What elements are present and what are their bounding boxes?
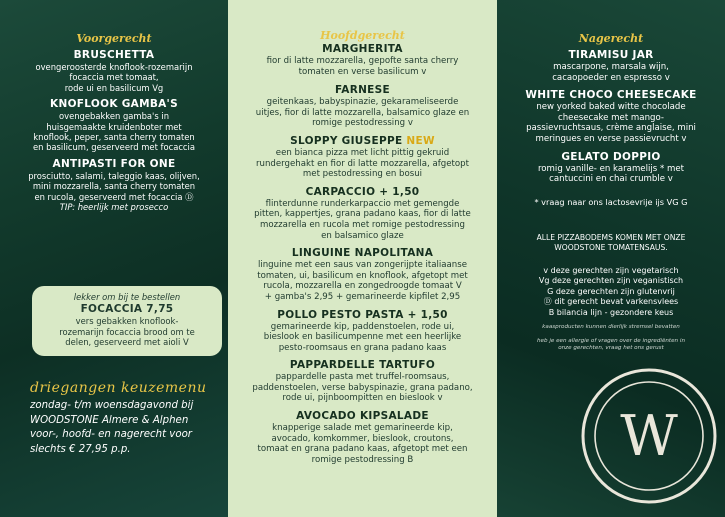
item-desc: en rucola, geserveerd met focaccia Ⓓ (34, 191, 194, 202)
item-desc: geitenkaas, babyspinazie, gekarameliseerde (266, 97, 459, 108)
item-desc: + gamba's 2,95 + gemarineerde kipfilet 2,95 (264, 291, 461, 302)
item-title: WHITE CHOCO CHEESECAKE (525, 89, 697, 102)
note-line: WOODSTONE TOMATENSAUS. (554, 242, 668, 252)
item-title: ANTIPASTI FOR ONE (52, 157, 176, 170)
three-course-line: WOODSTONE Almere & Alphen (30, 414, 189, 426)
menu-item-gelato (497, 151, 725, 185)
item-desc: prosciutto, salami, taleggio kaas, olijven, (28, 170, 200, 181)
item-title: MARGHERITA (322, 43, 403, 55)
item-desc: met pestodressing en bosui (302, 169, 423, 180)
item-title: AVOCADO KIPSALADE (296, 410, 429, 423)
menu-item-cheesecake (497, 89, 725, 144)
item-desc: gemarineerde kip, paddenstoelen, rode ui, (270, 321, 455, 332)
starters-panel (0, 0, 228, 517)
menu-item-gambas (0, 98, 228, 153)
item-desc: passievruchtsaus, crème anglaise, mini (526, 123, 696, 134)
item-title: CARPACCIO + 1,50 (305, 185, 420, 198)
diet-legend (497, 266, 725, 319)
item-desc: mozzarella en rucola met romige pestodressing (260, 219, 465, 230)
legend-line: B bilancia lijn - gezondere keus (548, 307, 674, 317)
mains-panel (228, 0, 497, 517)
item-desc: cacaopoeder en espresso v (552, 72, 670, 83)
item-desc: pappardelle pasta met truffel-roomsaus, (275, 372, 450, 383)
legend-line: G deze gerechten zijn glutenvrij (547, 286, 675, 296)
item-desc: rundergehakt en fior di latte mozzarella, afgetopt (255, 158, 469, 169)
item-desc: flinterdunne runderkarpaccio met gemengde (265, 198, 460, 209)
item-desc: rode ui, pijnboompitten en bieslook v (282, 393, 443, 404)
box-lead: lekker om bij te bestellen (73, 292, 181, 302)
menu-item-avocado-salad (228, 410, 497, 465)
starters-heading: Voorgerecht (76, 32, 152, 45)
item-desc: cantuccini en chai crumble v (549, 174, 673, 185)
item-desc: pesto-roomsaus en grana padano kaas (278, 342, 447, 353)
item-desc: en balsamico glaze (321, 230, 404, 241)
item-desc: avocado, komkommer, bieslook, croutons, (271, 433, 454, 444)
legend-line: Vg deze gerechten zijn veganistisch (538, 276, 684, 286)
desserts-heading: Nagerecht (578, 32, 644, 45)
menu-item-tiramisu (497, 49, 725, 83)
item-desc: mini mozzarella, santa cherry tomaten (32, 181, 196, 192)
three-course-line: zondag- t/m woensdagavond bij (30, 400, 194, 411)
item-desc: pitten, kappertjes, grana padano kaas, fior di latte (254, 209, 471, 220)
item-desc: knoflook, peper, santa cherry tomaten (33, 132, 195, 143)
new-badge: NEW (406, 134, 435, 147)
item-desc: focaccia met tomaat, (69, 72, 159, 83)
three-course-line: voor-, hoofd- en nagerecht voor (30, 429, 192, 440)
item-desc: tomaten en verse basilicum v (298, 66, 427, 77)
menu-item-carpaccio (228, 186, 497, 241)
menu-item-antipasti (0, 158, 228, 213)
legend-line: Ⓓ dit gerecht bevat varkensvlees (543, 297, 679, 307)
item-desc: paddenstoelen, verse babyspinazie, grana padano, (252, 382, 473, 393)
item-desc: ovengeroosterde knoflook-rozemarijn (35, 62, 193, 72)
allergy-line: onze gerechten, vraag het ons gerust (558, 345, 664, 352)
item-title-text: SLOPPY GIUSEPPE (290, 134, 403, 147)
item-desc: romige pestodressing B (311, 454, 414, 465)
item-desc: knapperige salade met gemarineerde kip, (272, 423, 453, 434)
three-course-title: driegangen keuzemenu (30, 380, 207, 396)
item-title: LINGUINE NAPOLITANA (291, 247, 434, 260)
three-course-line: slechts € 27,95 p.p. (30, 443, 131, 455)
item-title (228, 135, 497, 148)
item-desc: rode ui en basilicum Vg (64, 82, 164, 93)
item-desc: romige pestodressing v (312, 118, 413, 129)
lactose-note: * vraag naar ons lactosevrije ijs VG G (534, 196, 688, 207)
allergy-line: heb je een allergie of vragen over de ingrediënten in (537, 337, 685, 344)
pizza-base-note (497, 233, 725, 253)
item-desc: tomaten, ui, basilicum en knoflook, afgetopt met (257, 270, 468, 281)
menu-item-bruschetta (0, 49, 228, 93)
menu-item-pappardelle (228, 359, 497, 404)
note-line: ALLE PIZZABODEMS KOMEN MET ONZE (536, 232, 686, 242)
item-desc: rucola, mozzarella en zongedroogde tomaat V (263, 281, 462, 292)
box-desc: delen, geserveerd met aioli V (65, 337, 189, 348)
allergy-note (497, 338, 725, 353)
item-title: BRUSCHETTA (73, 49, 155, 61)
item-desc: cheesecake met mango- (557, 112, 664, 123)
mains-heading: Hoofdgerecht (320, 29, 405, 42)
box-desc: rozemarijn focaccia brood om te (59, 326, 195, 337)
box-title: FOCACCIA 7,75 (80, 303, 174, 315)
rennet-note: kaasproducten kunnen dierlijk stremsel bevatten (542, 324, 680, 331)
item-desc: en basilicum, geserveerd met focaccia (32, 142, 195, 153)
item-desc: mascarpone, marsala wijn, (553, 62, 669, 72)
item-desc: tomaat en grana padano kaas, afgetopt met een (257, 444, 468, 455)
three-course-text (30, 399, 226, 457)
menu-item-margherita (228, 43, 497, 77)
item-desc: meringues en verse passievrucht v (535, 133, 687, 144)
item-title: GELATO DOPPIO (561, 150, 661, 163)
item-desc: fior di latte mozzarella, gepofte santa cherry (266, 56, 459, 66)
item-title: POLLO PESTO PASTA + 1,50 (277, 308, 448, 321)
item-title: PAPPARDELLE TARTUFO (289, 359, 436, 372)
menu-item-sloppy-giuseppe (228, 135, 497, 180)
item-tip: TIP: heerlijk met prosecco (59, 202, 169, 213)
item-title: TIRAMISU JAR (568, 49, 654, 61)
item-desc: linguine met een saus van zongerijpte italiaanse (257, 260, 468, 271)
logo-letter: W (620, 404, 678, 469)
menu-item-linguine (228, 247, 497, 302)
item-title: KNOFLOOK GAMBA'S (50, 98, 178, 111)
woodstone-logo (578, 365, 720, 507)
item-desc: een bianca pizza met licht pittig gekruid (275, 147, 450, 158)
item-desc: uitjes, fior di latte mozzarella, balsamico glaze en (255, 107, 470, 118)
item-desc: ovengebakken gamba's in (59, 111, 169, 122)
box-desc: vers gebakken knoflook- (75, 316, 179, 326)
item-desc: romig vanille- en karamelijs * met (537, 163, 685, 174)
menu-item-farnese (228, 84, 497, 129)
item-desc: new yorked baked witte chocolade (536, 102, 686, 113)
item-title: FARNESE (335, 84, 390, 97)
item-desc: huisgemaakte kruidenboter met (46, 121, 182, 132)
menu-item-pollo-pesto (228, 309, 497, 354)
item-desc: bieslook en basilicumpenne met een heerlijke (263, 332, 462, 343)
focaccia-box (32, 286, 222, 356)
legend-line: v deze gerechten zijn vegetarisch (543, 265, 679, 275)
